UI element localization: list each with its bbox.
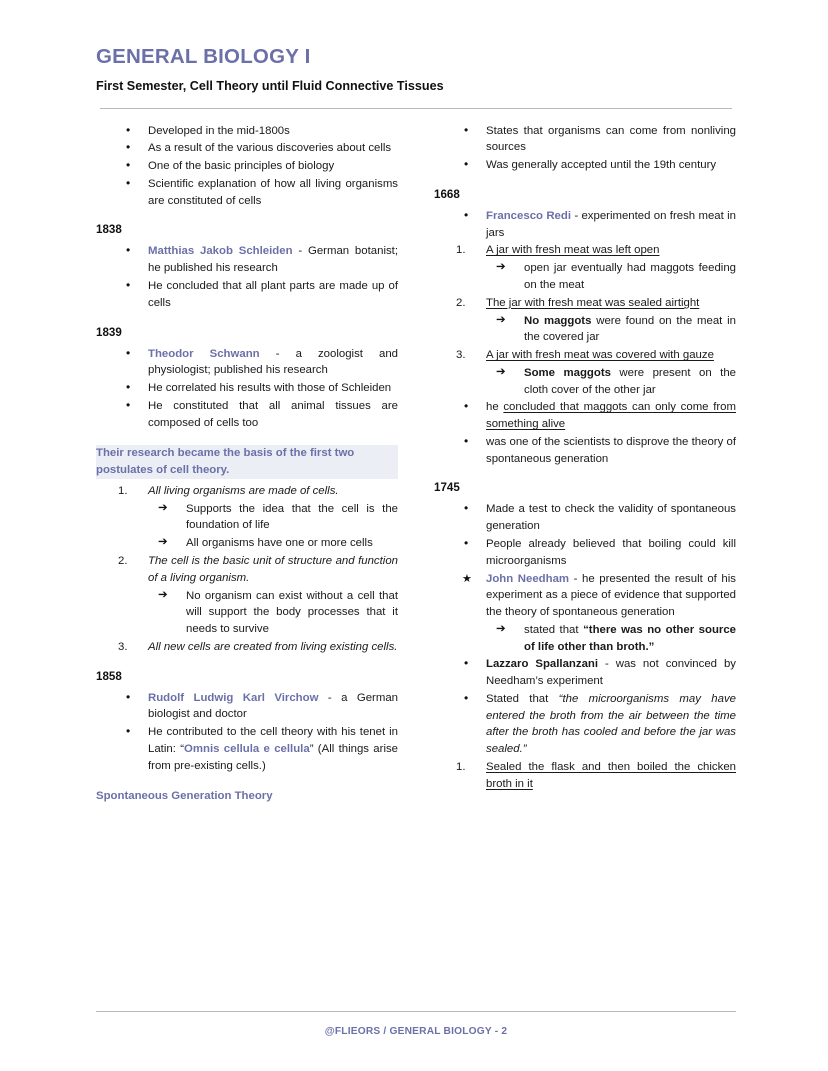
schwann-list [96, 346, 398, 432]
list-marker: 1. [456, 760, 466, 773]
scientist-name: Francesco Redi [486, 209, 571, 222]
schleiden-list [96, 243, 398, 311]
spallanzani-list [434, 656, 736, 758]
scientist-name: Theodor Schwann [148, 347, 260, 360]
sub-list-item [434, 313, 736, 347]
list-item [434, 399, 736, 433]
two-column-body [96, 123, 736, 810]
list-item-text: A jar with fresh meat was left open [486, 244, 660, 257]
postulates-heading: Their research became the basis of the first two postulates of cell theory. [96, 445, 398, 479]
list-item: • He correlated his results with those of Schleiden [96, 380, 398, 397]
spontaneous-generation-intro-list [434, 123, 736, 174]
list-item [96, 724, 398, 774]
list-item [96, 483, 398, 500]
page-subtitle: First Semester, Cell Theory until Fluid Connective Tissues [96, 78, 444, 93]
sub-list-item-text: were found on the meat in the covered jar [524, 314, 736, 344]
scientist-name: Rudolf Ludwig Karl Virchow [148, 691, 319, 704]
list-marker: 3. [118, 640, 128, 653]
right-column [434, 123, 736, 794]
redi-list [434, 208, 736, 242]
list-marker: 2. [456, 296, 466, 309]
list-item: • Was generally accepted until the 19th century [434, 157, 736, 174]
emphasis: No maggots [524, 314, 592, 327]
left-column [96, 123, 398, 810]
list-item: • Scientific explanation of how all living organisms are constituted of cells [96, 176, 398, 210]
sub-list-item [434, 622, 736, 656]
list-item [434, 656, 736, 690]
year-heading-1668: 1668 [434, 187, 460, 201]
list-marker: 1. [456, 244, 466, 257]
sub-list-item [434, 365, 736, 399]
sub-list-item-text: stated that [524, 623, 584, 636]
list-item [96, 243, 398, 277]
sub-list-item-text: open jar eventually had maggots feeding on the meat [524, 262, 736, 292]
year-heading-1839: 1839 [96, 325, 122, 339]
list-item-text: He contributed to the cell theory with his tenet in Latin: “ [148, 726, 398, 755]
needham-spallanzani-list [434, 501, 736, 620]
list-item-starred [434, 571, 736, 621]
list-item: • States that organisms can come from nonliving sources [434, 123, 736, 157]
list-item-text-tail: ” (All things arise from pre-existing cells.) [148, 742, 398, 772]
year-heading-1858: 1858 [96, 669, 122, 683]
list-item [434, 347, 736, 364]
list-item-text: - a zoologist and physiologist; published his research [148, 347, 399, 377]
scientist-name: Lazzaro Spallanzani [486, 658, 599, 671]
sub-list-item: ➔ All organisms have one or more cells [96, 535, 398, 552]
scientist-name: Matthias Jakob Schleiden [148, 245, 293, 258]
list-item-text: - he presented the result of his experiment as a piece of evidence that supported the theory of spontaneous generation [486, 572, 736, 619]
list-item: • was one of the scientists to disprove the theory of spontaneous generation [434, 434, 736, 468]
page-title: GENERAL BIOLOGY I [96, 45, 311, 68]
list-item-text: - experimented on fresh meat in jars [486, 209, 736, 239]
list-item-text: A jar with fresh meat was covered with gauze [486, 349, 714, 362]
list-item-text: All living organisms are made of cells. [148, 484, 339, 497]
list-item-text: All new cells are created from living existing cells. [148, 640, 398, 653]
needham-sub-list [434, 622, 736, 656]
list-item-text: - a German biologist and doctor [148, 691, 398, 721]
footer-divider [96, 1011, 736, 1012]
list-item-text: he [486, 401, 504, 414]
list-item [96, 639, 398, 656]
list-item: • One of the basic principles of biology [96, 158, 398, 175]
scientist-name: John Needham [486, 572, 570, 585]
list-item-text: - German botanist; he published his research [148, 245, 398, 275]
conclusion-underlined: concluded that maggots can only come from something alive [486, 401, 736, 431]
spallanzani-experiment-steps [434, 759, 736, 793]
list-item [96, 553, 398, 587]
list-marker: 2. [118, 554, 128, 567]
list-item [434, 295, 736, 312]
page-footer [96, 1011, 736, 1037]
sub-list-item-text: were present on the cloth cover of the other jar [524, 366, 736, 396]
list-item [434, 208, 736, 242]
redi-experiment-steps [434, 242, 736, 398]
quotation: “the microorganisms may have entered the broth from the air between the time after the broth has cooled and before the jar was sealed.” [486, 692, 736, 756]
list-item-text: The jar with fresh meat was sealed airtight [486, 296, 700, 309]
list-item-text: Sealed the flask and then boiled the chicken broth in it [486, 760, 736, 790]
quote-emphasis: “there was no other source of life other than broth.” [524, 623, 736, 653]
list-marker: 3. [456, 349, 466, 362]
emphasis: Some maggots [524, 366, 611, 379]
year-heading-1838: 1838 [96, 223, 122, 237]
footer-text: @FLIEORS / GENERAL BIOLOGY - 2 [324, 1026, 508, 1037]
sub-list-item [434, 260, 736, 294]
list-item: • He concluded that all plant parts are made up of cells [96, 278, 398, 312]
list-item [434, 759, 736, 793]
list-item [96, 346, 398, 380]
list-item-text: The cell is the basic unit of structure and function of a living organism. [148, 554, 398, 584]
sub-list-item: ➔ Supports the idea that the cell is the foundation of life [96, 501, 398, 535]
list-item: • He constituted that all animal tissues are composed of cells too [96, 398, 398, 432]
list-item: • People already believed that boiling could kill microorganisms [434, 536, 736, 570]
list-item-text: - was not convinced by Needham’s experiment [486, 658, 736, 688]
header-divider [100, 108, 732, 109]
spontaneous-generation-heading: Spontaneous Generation Theory [96, 790, 273, 803]
postulates-list [96, 483, 398, 656]
list-item [434, 242, 736, 259]
latin-tenet: Omnis cellula e cellula [184, 742, 310, 755]
year-heading-1745: 1745 [434, 481, 460, 495]
sub-list-item: ➔ No organism can exist without a cell that will support the body processes that it needs to survive [96, 588, 398, 638]
list-item: • Developed in the mid-1800s [96, 123, 398, 140]
redi-conclusion-list [434, 399, 736, 467]
list-marker: 1. [118, 484, 128, 497]
cell-theory-intro-list [96, 123, 398, 210]
list-item: • Made a test to check the validity of spontaneous generation [434, 501, 736, 535]
virchow-list [96, 690, 398, 775]
list-item [434, 691, 736, 758]
list-item [96, 690, 398, 724]
list-item-text: Stated that [486, 692, 559, 705]
list-item: • As a result of the various discoveries about cells [96, 140, 398, 157]
